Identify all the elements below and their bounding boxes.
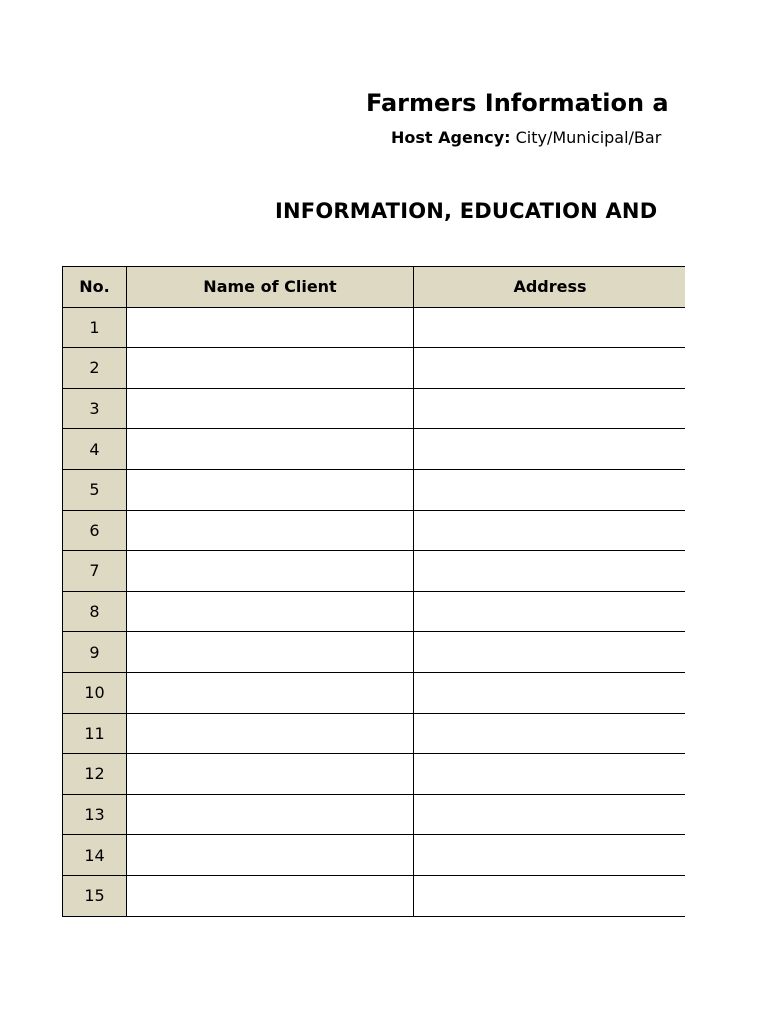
column-header-address: Address [414,267,686,308]
host-agency-value: City/Municipal/Bar [515,128,662,147]
address-cell[interactable] [414,713,686,754]
client-name-cell[interactable] [127,632,414,673]
row-number-cell: 11 [63,713,127,754]
table-row [63,754,686,795]
table-row [63,591,686,632]
row-number-cell: 9 [63,632,127,673]
table-row [63,713,686,754]
table-row [63,672,686,713]
table-row [63,429,686,470]
table-row [63,388,686,429]
row-number-cell: 1 [63,307,127,348]
address-cell[interactable] [414,632,686,673]
row-number-cell: 3 [63,388,127,429]
row-number-cell: 15 [63,875,127,916]
client-name-cell[interactable] [127,348,414,389]
client-name-cell[interactable] [127,510,414,551]
row-number-cell: 5 [63,469,127,510]
client-name-cell[interactable] [127,754,414,795]
table-header-row [63,267,686,308]
column-header-no: No. [63,267,127,308]
address-cell[interactable] [414,551,686,592]
table-row [63,875,686,916]
row-number-cell: 13 [63,794,127,835]
host-agency-line [391,127,661,149]
client-name-cell[interactable] [127,713,414,754]
row-number-cell: 8 [63,591,127,632]
table-row [63,469,686,510]
address-cell[interactable] [414,429,686,470]
address-cell[interactable] [414,794,686,835]
table-row [63,835,686,876]
address-cell[interactable] [414,348,686,389]
host-agency-label: Host Agency: [391,128,511,147]
address-cell[interactable] [414,469,686,510]
address-cell[interactable] [414,591,686,632]
row-number-cell: 10 [63,672,127,713]
client-table [62,266,685,917]
row-number-cell: 14 [63,835,127,876]
address-cell[interactable] [414,510,686,551]
client-name-cell[interactable] [127,672,414,713]
client-name-cell[interactable] [127,835,414,876]
client-name-cell[interactable] [127,875,414,916]
client-name-cell[interactable] [127,551,414,592]
client-name-cell[interactable] [127,429,414,470]
client-name-cell[interactable] [127,307,414,348]
row-number-cell: 2 [63,348,127,389]
table-row [63,348,686,389]
table-row [63,551,686,592]
section-heading: INFORMATION, EDUCATION AND [275,199,658,223]
client-name-cell[interactable] [127,591,414,632]
column-header-name: Name of Client [127,267,414,308]
client-name-cell[interactable] [127,469,414,510]
table-body [63,307,686,916]
table-row [63,510,686,551]
address-cell[interactable] [414,388,686,429]
table-row [63,794,686,835]
table-row [63,307,686,348]
row-number-cell: 7 [63,551,127,592]
address-cell[interactable] [414,875,686,916]
address-cell[interactable] [414,672,686,713]
row-number-cell: 4 [63,429,127,470]
address-cell[interactable] [414,307,686,348]
page-title: Farmers Information a [366,89,669,117]
row-number-cell: 12 [63,754,127,795]
client-name-cell[interactable] [127,388,414,429]
row-number-cell: 6 [63,510,127,551]
table-row [63,632,686,673]
address-cell[interactable] [414,835,686,876]
address-cell[interactable] [414,754,686,795]
client-name-cell[interactable] [127,794,414,835]
